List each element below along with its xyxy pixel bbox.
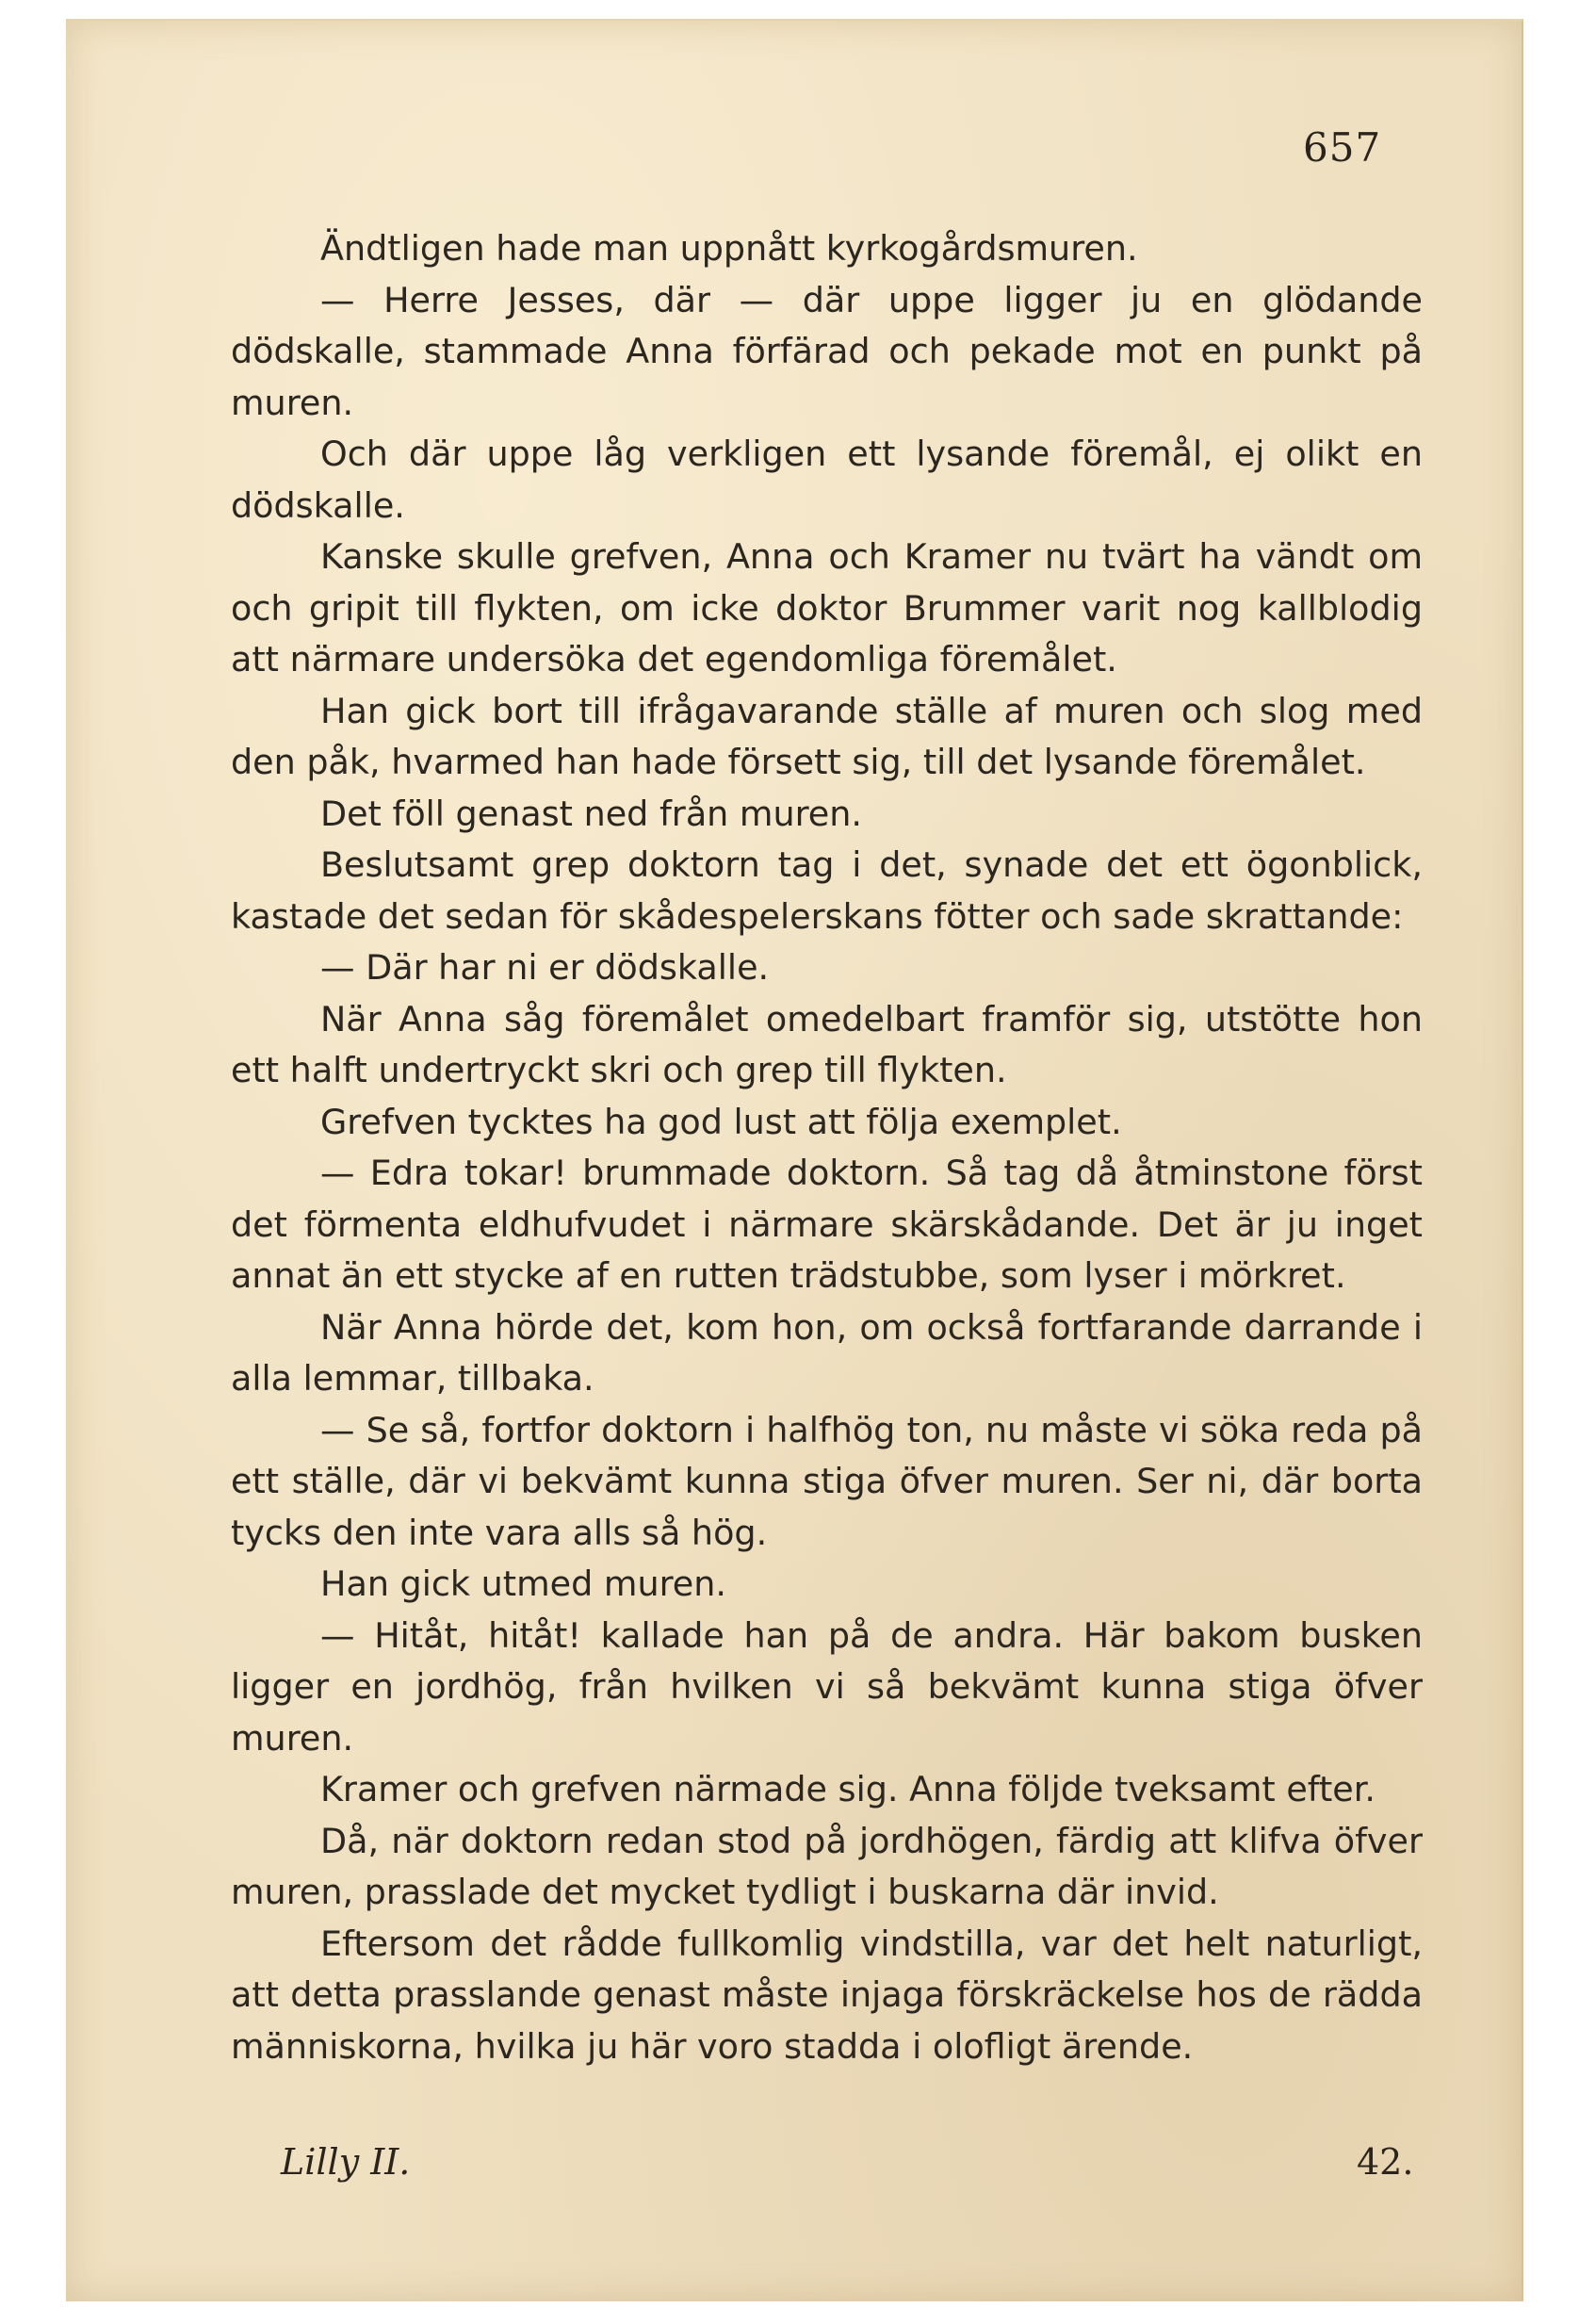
paragraph: Eftersom det rådde fullkomlig vindstilla, var det helt naturligt, att detta prasslande genast måste injaga förskräckelse hos de rädda människorna, hvilka ju här voro stadda i olofligt ärende. [231, 1923, 1423, 2067]
paragraph: Kramer och grefven närmade sig. Anna följde tveksamt efter. [320, 1769, 1376, 1809]
paragraph: Och där uppe låg verkligen ett lysande föremål, ej olikt en dödskalle. [231, 434, 1423, 526]
paragraph: Då, när doktorn redan stod på jordhögen, färdig att klifva öfver muren, prasslade det mycket tydligt i buskarna där invid. [231, 1820, 1423, 1912]
paragraph: — Edra tokar! brummade doktorn. Så tag då åtminstone först det förmenta eldhufvudet i närmare skärskådande. Det är ju inget annat än ett stycke af en rutten trädstubbe, som lyser i mörkret. [231, 1153, 1423, 1296]
page-number: 657 [1303, 124, 1382, 171]
paragraph: — Hitåt, hitåt! kallade han på de andra. Här bakom busken ligger en jordhög, från hvilken vi så bekvämt kunna stiga öfver muren. [231, 1614, 1423, 1759]
paragraph: Grefven tycktes ha god lust att följa exemplet. [320, 1101, 1122, 1142]
body-text [231, 223, 1423, 2072]
book-page [66, 19, 1523, 2301]
paragraph: — Där har ni er dödskalle. [320, 947, 770, 988]
footer-signature: Lilly II. [281, 2141, 411, 2183]
paragraph: Det föll genast ned från muren. [320, 793, 862, 834]
paragraph: Beslutsamt grep doktorn tag i det, synade det ett ögonblick, kastade det sedan för skådespelerskans fötter och sade skrattande: [231, 844, 1423, 937]
paragraph: — Se så, fortfor doktorn i halfhög ton, nu måste vi söka reda på ett ställe, där vi bekvämt kunna stiga öfver muren. Ser ni, där borta tycks den inte vara alls så hög. [231, 1409, 1423, 1553]
paragraph: När Anna såg föremålet omedelbart framför sig, utstötte hon ett halft undertryckt skri och grep till flykten. [231, 998, 1423, 1090]
paragraph: När Anna hörde det, kom hon, om också fortfarande darrande i alla lemmar, tillbaka. [231, 1306, 1423, 1399]
paragraph: Kanske skulle grefven, Anna och Kramer nu tvärt ha vändt om och gripit till flykten, om icke doktor Brummer varit nog kallblodig att närmare undersöka det egendomliga föremålet. [231, 536, 1423, 679]
paragraph: Han gick bort till ifrågavarande ställe af muren och slog med den påk, hvarmed han hade försett sig, till det lysande föremålet. [231, 690, 1423, 782]
paragraph: — Herre Jesses, där — där uppe ligger ju en glödande dödskalle, stammade Anna förfärad och pekade mot en punkt på muren. [231, 279, 1423, 423]
paragraph: Han gick utmed muren. [320, 1563, 726, 1604]
paragraph: Ändtligen hade man uppnått kyrkogårdsmuren. [320, 228, 1138, 269]
footer-sheet-number: 42. [1357, 2141, 1414, 2183]
